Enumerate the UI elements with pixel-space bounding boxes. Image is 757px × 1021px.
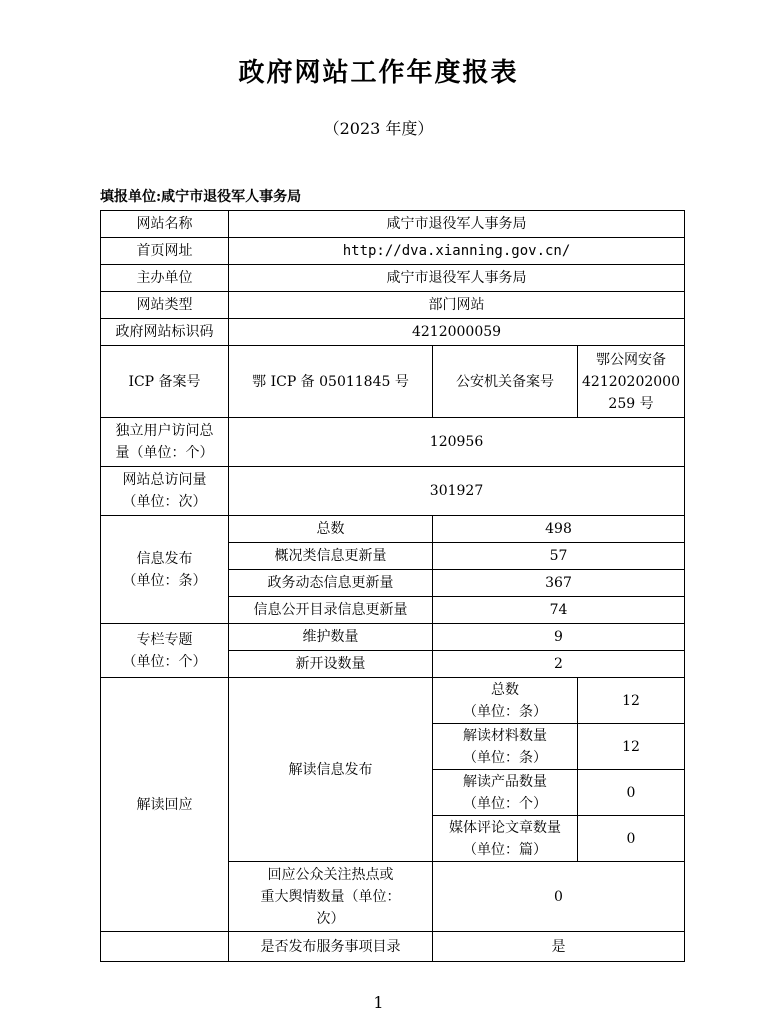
report-year: （2023 年度） (323, 119, 434, 138)
info-release-item-label: 总数 (229, 516, 433, 543)
table-row (101, 292, 685, 319)
interpretation-item-label-line: 媒体评论文章数量 (449, 819, 561, 836)
response-label (229, 862, 433, 932)
site-name-label: 网站名称 (101, 211, 229, 238)
type-value: 部门网站 (229, 292, 685, 319)
response-label-line: 重大舆情数量（单位： (260, 888, 401, 905)
code-label: 政府网站标识码 (101, 319, 229, 346)
pv-label (101, 467, 229, 516)
homepage-url[interactable]: http://dva.xianning.gov.cn/ (342, 243, 571, 259)
table-row (101, 346, 685, 418)
interpretation-item-label-line: （单位：篇） (463, 841, 547, 858)
columns-item-value: 2 (433, 651, 685, 678)
interpretation-sub-label: 解读信息发布 (229, 678, 433, 862)
info-release-item-value: 498 (433, 516, 685, 543)
icp-label: ICP 备案号 (101, 346, 229, 418)
uv-value: 120956 (229, 418, 685, 467)
interpretation-item-label-line: 解读产品数量 (463, 773, 547, 790)
police-value (578, 346, 685, 418)
uv-label (101, 418, 229, 467)
host-label: 主办单位 (101, 265, 229, 292)
interpretation-item-label-line: （单位：条） (463, 703, 547, 720)
info-release-item-label: 信息公开目录信息更新量 (229, 597, 433, 624)
type-label: 网站类型 (101, 292, 229, 319)
pv-label-line: （单位：次） (122, 494, 207, 510)
info-release-label (101, 516, 229, 624)
interpretation-item-value: 12 (578, 724, 685, 770)
report-table (100, 210, 685, 962)
columns-label-line: （单位：个） (122, 653, 207, 670)
table-row (101, 932, 685, 962)
site-name-value: 咸宁市退役军人事务局 (229, 211, 685, 238)
police-label: 公安机关备案号 (433, 346, 578, 418)
icp-value: 鄂 ICP 备 05011845 号 (229, 346, 433, 418)
report-title: 政府网站工作年度报表 (238, 58, 519, 88)
homepage-value (229, 238, 685, 265)
table-row (101, 238, 685, 265)
table-row (101, 516, 685, 543)
columns-item-value: 9 (433, 624, 685, 651)
interpretation-item-label-line: （单位：个） (463, 795, 547, 812)
columns-label-line: 专栏专题 (136, 631, 193, 648)
interpretation-item-value: 0 (578, 816, 685, 862)
info-release-item-label: 概况类信息更新量 (229, 543, 433, 570)
service-value: 是 (433, 932, 685, 962)
table-row (101, 211, 685, 238)
interpretation-item-label (433, 678, 578, 724)
interpretation-item-label (433, 770, 578, 816)
table-row (101, 624, 685, 651)
interpretation-item-label-line: 总数 (491, 681, 519, 698)
interpretation-item-value: 12 (578, 678, 685, 724)
columns-label (101, 624, 229, 678)
police-value-line: 鄂公网安备 (596, 351, 666, 368)
table-row (101, 319, 685, 346)
table-row (101, 418, 685, 467)
interpretation-item-label-line: 解读材料数量 (463, 727, 547, 744)
response-label-line: 回应公众关注热点或 (267, 866, 394, 883)
interpretation-label: 解读回应 (101, 678, 229, 932)
police-value-line: 42120202000 (582, 373, 680, 390)
code-value: 4212000059 (229, 319, 685, 346)
info-release-item-value: 74 (433, 597, 685, 624)
table-row (101, 265, 685, 292)
service-label: 是否发布服务事项目录 (229, 932, 433, 962)
interpretation-item-value: 0 (578, 770, 685, 816)
reporting-unit: 填报单位:咸宁市退役军人事务局 (100, 189, 302, 205)
empty-cell (101, 932, 229, 962)
info-release-item-label: 政务动态信息更新量 (229, 570, 433, 597)
uv-label-line: 量（单位：个） (115, 445, 214, 461)
info-release-item-value: 367 (433, 570, 685, 597)
pv-label-line: 网站总访问量 (122, 472, 207, 488)
info-release-label-line: （单位：条） (122, 572, 207, 589)
page-number: 1 (373, 993, 384, 1012)
table-row (101, 678, 685, 724)
interpretation-item-label (433, 816, 578, 862)
interpretation-item-label (433, 724, 578, 770)
response-value: 0 (433, 862, 685, 932)
columns-item-label: 维护数量 (229, 624, 433, 651)
info-release-label-line: 信息发布 (136, 550, 193, 567)
info-release-item-value: 57 (433, 543, 685, 570)
police-value-line: 259 号 (608, 395, 654, 412)
interpretation-item-label-line: （单位：条） (463, 749, 547, 766)
host-value: 咸宁市退役军人事务局 (229, 265, 685, 292)
homepage-label: 首页网址 (101, 238, 229, 265)
pv-value: 301927 (229, 467, 685, 516)
columns-item-label: 新开设数量 (229, 651, 433, 678)
response-label-line: 次） (316, 910, 345, 927)
table-row (101, 467, 685, 516)
uv-label-line: 独立用户访问总 (115, 423, 214, 439)
